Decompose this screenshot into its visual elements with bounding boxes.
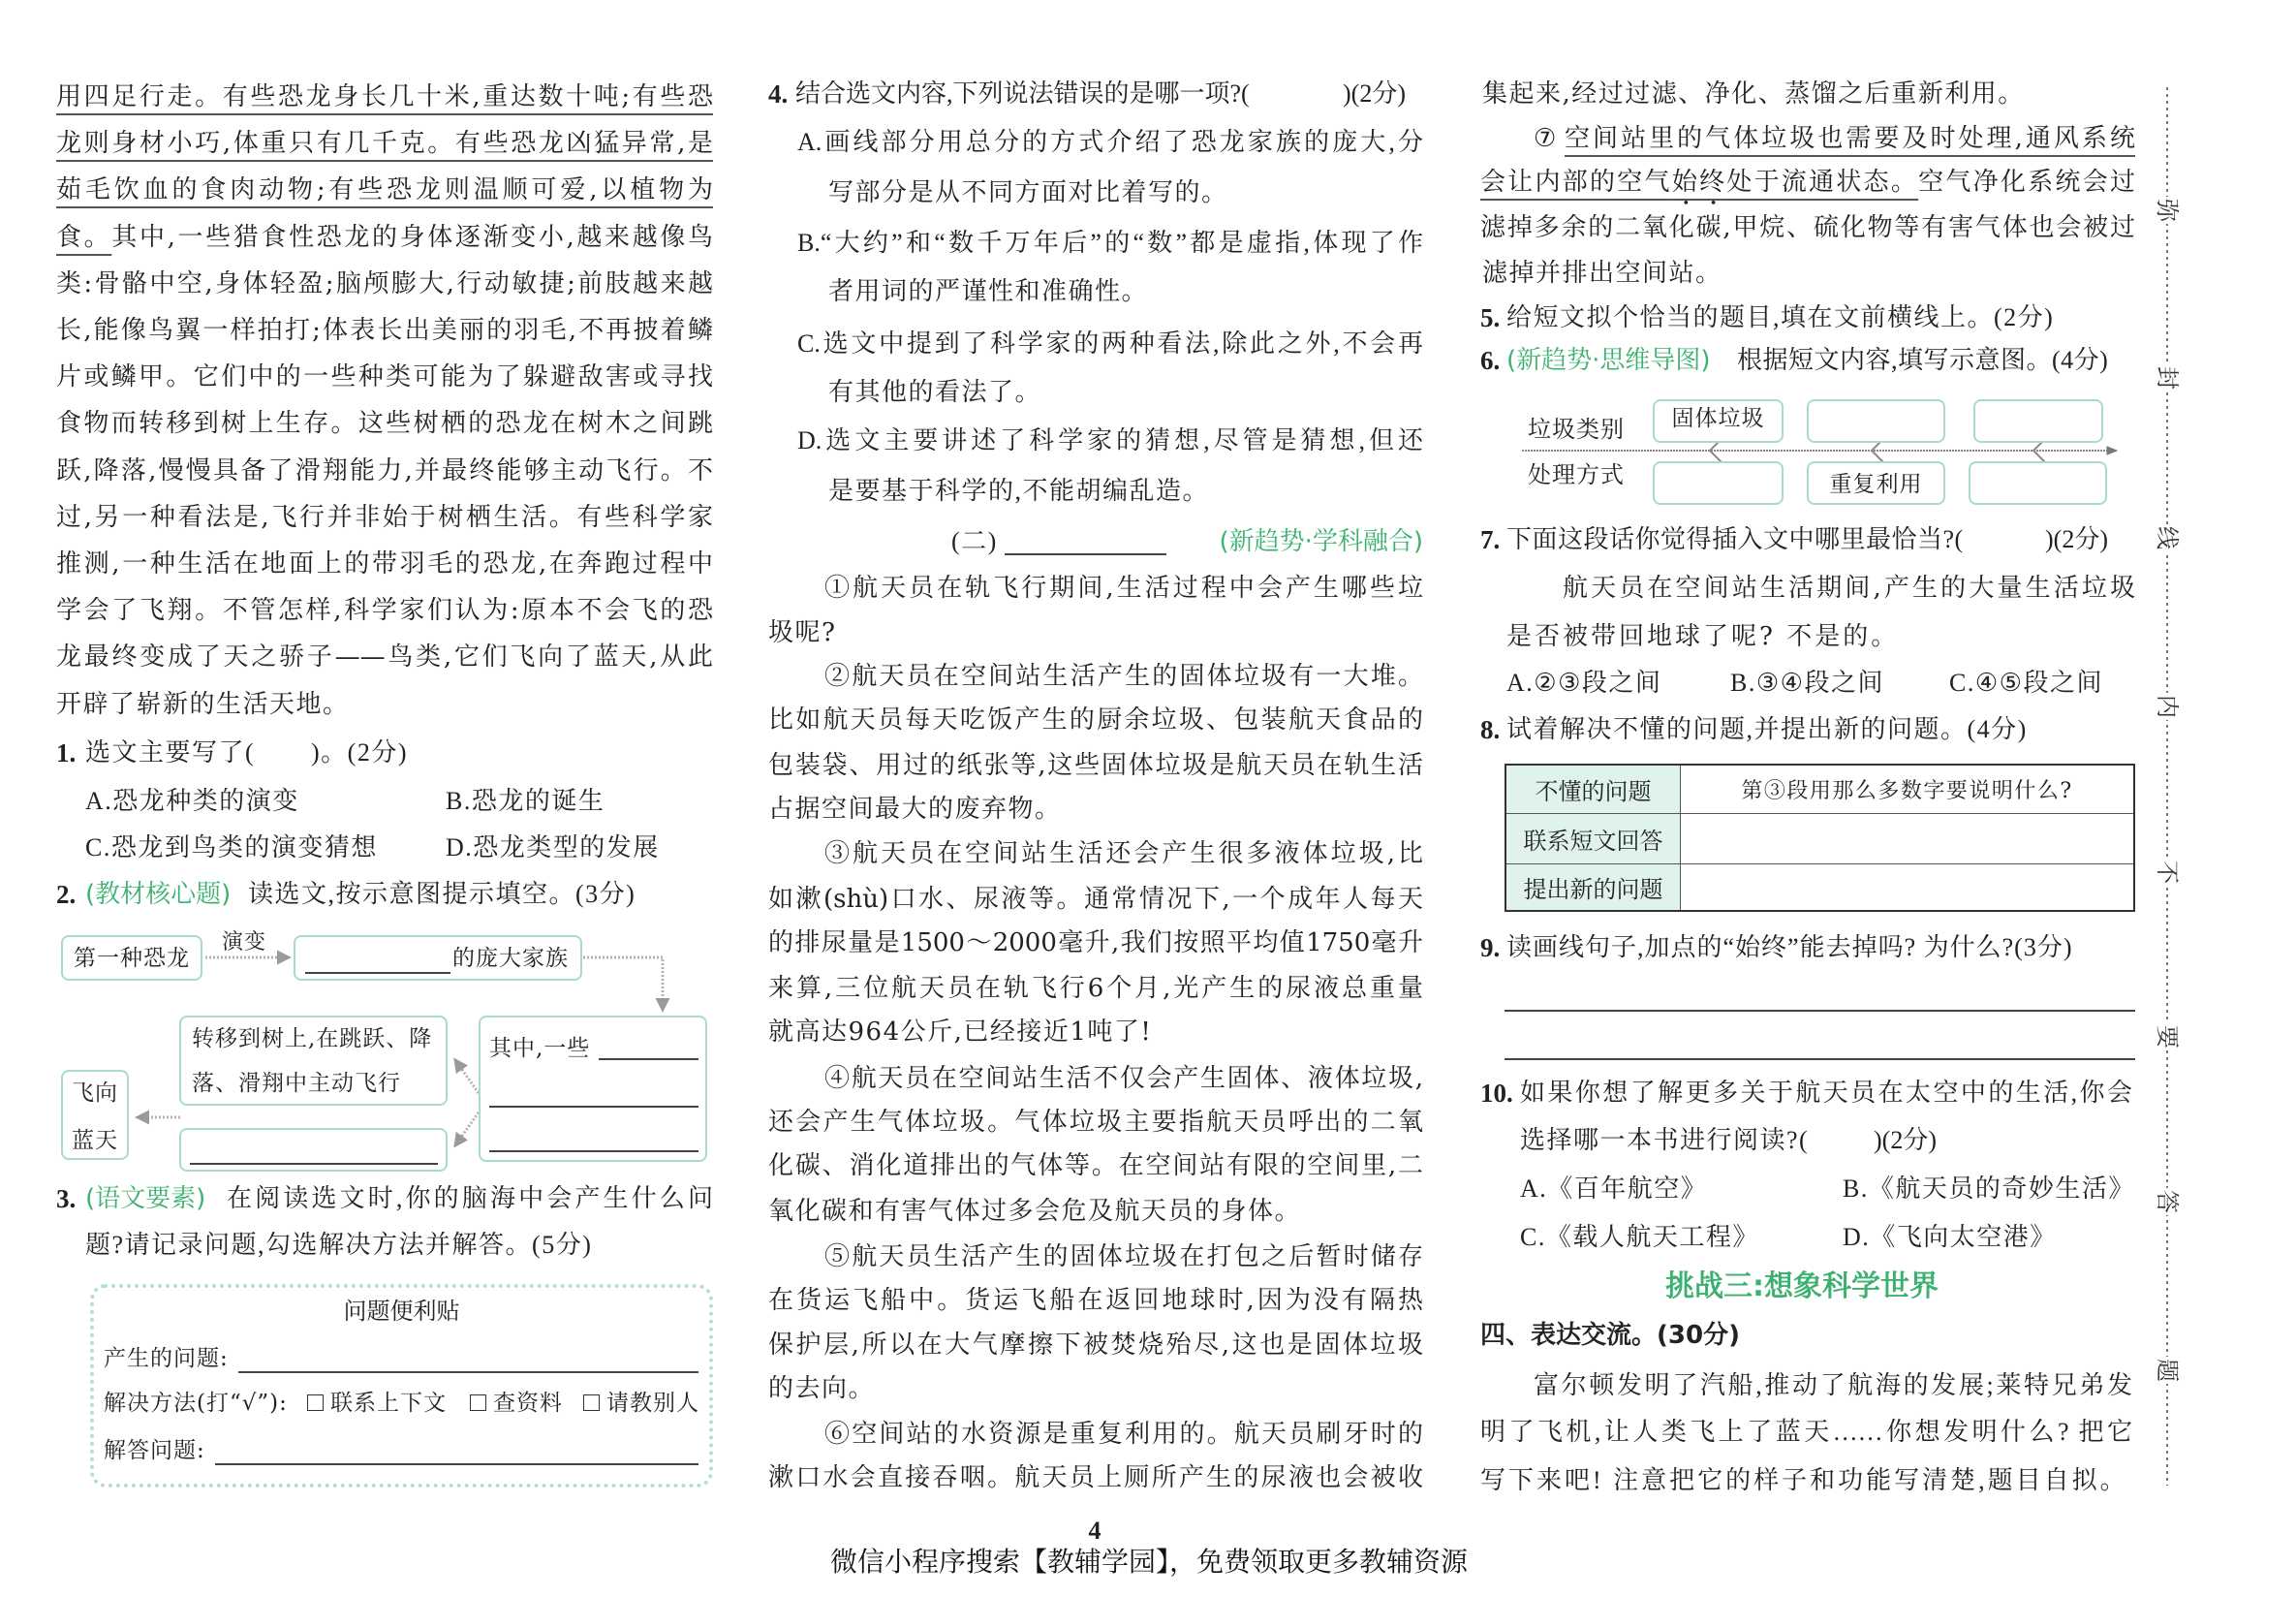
text: 在阅读选文时,你的脑海中会产生什么问: [227, 1184, 713, 1212]
section-tag: (新趋势·学科融合): [1219, 527, 1423, 556]
passage-line: [56, 126, 713, 161]
text: 学会了飞翔。不管怎样,科学家们认为:原本不会飞的恐: [56, 596, 713, 625]
question-stem-cont: 选择哪一本书进行阅读?(: [1520, 1126, 1810, 1154]
passage-line: [824, 659, 1423, 694]
option-a-cont: 写部分是从不同方面对比着写的。: [828, 178, 1228, 206]
seal-char: 答: [2154, 1190, 2181, 1213]
passage-line: [1480, 210, 2135, 245]
category-value: 固体垃圾: [1671, 406, 1765, 431]
passage-line: [56, 500, 713, 535]
passage-line: 圾呢?: [768, 618, 837, 647]
method-value: [1970, 467, 2105, 502]
text: 保护层,所以在大气摩擦下被焚烧殆尽,这也是固体垃圾: [768, 1331, 1423, 1360]
question-tag: (教材核心题): [85, 880, 232, 909]
category-value: [1975, 401, 2101, 436]
underlined-sentence: 会让内部的空气: [1480, 168, 1672, 197]
text: 其中,一些猎食性恐龙的身体逐渐变小,越来越像鸟: [111, 223, 713, 252]
text: 如漱(shù)口水、尿液等。通常情况下,一个成年人每天: [768, 885, 1423, 914]
option-a: [797, 125, 1423, 160]
arrow-family-to-branch: [583, 957, 663, 1010]
question-sticky-note: [90, 1284, 713, 1487]
page-number: 4: [1088, 1517, 1101, 1545]
arrow-branch-to-ground: [455, 1112, 479, 1145]
question-number: 10.: [1480, 1079, 1513, 1108]
answer-label: 解答问题:: [104, 1438, 205, 1463]
category-value: [1809, 401, 1943, 436]
answer-blank[interactable]: [190, 1163, 438, 1165]
underlined-sentence: 处于流通状态。: [1726, 168, 1919, 197]
question-number: 8.: [1480, 715, 1501, 744]
card-title: 问题便利贴: [343, 1298, 460, 1325]
question-number: 9.: [1480, 933, 1501, 962]
text: 漱口水会直接吞咽。航天员上厕所产生的尿液也会被收: [768, 1463, 1423, 1492]
passage-line: 集起来,经过过滤、净化、蒸馏之后重新利用。: [1482, 79, 2025, 109]
question-score: )(2分): [2045, 525, 2108, 553]
answer-line[interactable]: [215, 1463, 698, 1465]
question-table: [1505, 764, 2135, 912]
option-b: B.《航天员的奇妙生活》: [1843, 1174, 2135, 1203]
text: ①航天员在轨飞行期间,生活过程中会产生哪些垃: [824, 574, 1423, 603]
text: 推测,一种生活在地面上的带羽毛的恐龙,在奔跑过程中: [56, 549, 713, 579]
paragraph-marker: ⑦: [1534, 124, 1557, 153]
question-stem: 结合选文内容,下列说法错误的是哪一项?(: [795, 79, 1250, 108]
text: 如果你想了解更多关于航天员在太空中的生活,你会: [1520, 1079, 2132, 1107]
passage-line: [1565, 121, 2135, 156]
option-b: B.恐龙的诞生: [446, 787, 605, 815]
arrow-branch-to-tree: [455, 1060, 479, 1093]
passage-line: [768, 703, 1423, 737]
passage-line: 占据空间最大的废弃物。: [768, 795, 1062, 824]
text: 比如航天员每天吃饭产生的厨余垃圾、包装航天食品的: [768, 705, 1423, 735]
footer-promo: 微信小程序搜索【教辅学园】，免费领取更多教辅资源: [829, 1546, 1468, 1578]
text: B.“大约”和“数千万年后”的“数”都是虚指,体现了作: [797, 229, 1423, 257]
text: 包装袋、用过的纸张等,这些固体垃圾是航天员在轨生活: [768, 751, 1423, 780]
question-label: 产生的问题:: [104, 1346, 229, 1371]
text: 食物而转移到树上生存。这些树栖的恐龙在树木之间跳: [56, 409, 713, 438]
passage-line: [768, 925, 1423, 960]
question-score: )。(2分): [311, 738, 408, 767]
question-number: 6.: [1480, 346, 1501, 375]
answer-blank[interactable]: [489, 1150, 698, 1152]
option-b-cont: 者用词的严谨性和准确性。: [828, 277, 1149, 305]
option-c: C.《载人航天工程》: [1520, 1223, 1759, 1251]
method-box[interactable]: [1653, 461, 1784, 505]
text: ⑤航天员生活产生的固体垃圾在打包之后暂时储存: [824, 1242, 1423, 1271]
question-stem: 读选文,按示意图提示填空。(3分): [248, 880, 636, 908]
passage-line: [1480, 165, 2135, 200]
passage-line: [768, 748, 1423, 783]
prompt-line: [1534, 1368, 2132, 1403]
method-option[interactable]: [583, 1386, 603, 1421]
answer-blank[interactable]: [305, 972, 450, 974]
question-stem-cont: 题?请记录问题,勾选解决方法并解答。(5分): [85, 1231, 593, 1259]
text: 富尔顿发明了汽船,推动了航海的发展;莱特兄弟发: [1534, 1371, 2132, 1399]
text: 航天员在空间站生活期间,产生的大量生活垃圾: [1563, 574, 2135, 603]
question-stem: 试着解决不懂的问题,并提出新的问题。(4分): [1506, 715, 2028, 743]
passage-line: [56, 406, 713, 441]
passage-line: [768, 971, 1423, 1006]
option-c-cont: 有其他的看法了。: [828, 378, 1042, 406]
seal-char: 题: [2154, 1359, 2181, 1382]
option-d: D.恐龙类型的发展: [446, 833, 660, 861]
passage-line: [56, 266, 713, 301]
question-number: 7.: [1480, 525, 1501, 554]
row-label-category: 垃圾类别: [1528, 416, 1625, 443]
text: A.画线部分用总分的方式介绍了恐龙家族的庞大,分: [797, 128, 1423, 156]
underlined-text: 食。: [56, 223, 112, 252]
question-number: 5.: [1480, 303, 1501, 332]
passage-line: [768, 1328, 1423, 1362]
option-b: [797, 226, 1423, 261]
box-to-sky: [61, 1070, 129, 1160]
passage-line: [824, 1239, 1423, 1274]
passage-line: [768, 1148, 1423, 1183]
passage-line: [56, 79, 713, 114]
seal-char: 不: [2154, 861, 2181, 884]
text: 的排尿量是1500～2000毫升,我们按照平均值1750毫升: [768, 928, 1423, 957]
option-d-cont: 是要基于科学的,不能胡编乱造。: [828, 477, 1210, 505]
text: 长,能像鸟翼一样拍打;体表长出美丽的羽毛,不再披着鳞: [56, 316, 713, 345]
passage-line: [56, 220, 713, 255]
box-label: 其中,一些: [489, 1036, 591, 1061]
method-research: 查资料: [493, 1391, 563, 1416]
quote-line: 是否被带回地球了呢? 不是的。: [1506, 622, 1900, 651]
box-tree-path: [179, 1016, 448, 1106]
answer-cell[interactable]: [1681, 814, 2133, 864]
option-c: [797, 327, 1423, 361]
method-box[interactable]: [1969, 461, 2107, 505]
text: 跃,降落,慢慢具备了滑翔能力,并最终能够主动飞行。不: [56, 456, 713, 485]
text: ⑥空间站的水资源是重复利用的。航天员刷牙时的: [824, 1420, 1423, 1449]
box-branch: [479, 1016, 707, 1162]
question-stem: [1520, 1076, 2132, 1111]
text: 来算,三位航天员在轨飞行6个月,光产生的尿液总重量: [768, 974, 1423, 1003]
category-box[interactable]: [1807, 399, 1945, 443]
seal-char: 弥: [2154, 199, 2181, 222]
text: 过,另一种看法是,飞行并非始于树栖生活。有些科学家: [56, 503, 713, 532]
option-c: C.④⑤段之间: [1949, 669, 2103, 697]
passage-line: [56, 547, 713, 581]
question-number: 3.: [56, 1184, 77, 1213]
passage-line: [56, 687, 350, 722]
option-d: [797, 423, 1423, 458]
passage-line: [56, 640, 713, 674]
section-label: (二): [951, 527, 998, 555]
row-label: 不懂的问题: [1506, 766, 1681, 814]
box-label: 的庞大家族: [452, 946, 569, 971]
answer-blank[interactable]: [599, 1058, 698, 1060]
text: 还会产生气体垃圾。气体垃圾主要指航天员呼出的二氧: [768, 1108, 1423, 1137]
box-label: 落、滑翔中主动飞行: [192, 1071, 401, 1096]
text: ③航天员在空间站生活还会产生很多液体垃圾,比: [824, 839, 1423, 868]
passage-line: [768, 882, 1423, 917]
underlined-sentence: 空间站里的气体垃圾也需要及时处理,通风系统: [1565, 124, 2135, 153]
category-box[interactable]: [1653, 399, 1784, 443]
passage-line: [824, 836, 1423, 871]
text: 空气净化系统会过: [1918, 168, 2135, 197]
question-stem: 给短文拟个恰当的题目,填在文前横线上。(2分): [1506, 303, 2055, 331]
answer-blank[interactable]: [489, 1106, 698, 1108]
checkbox[interactable]: [307, 1394, 324, 1411]
passage-line: [824, 571, 1423, 606]
passage-line: 的去向。: [768, 1374, 876, 1403]
box-label: 蓝天: [72, 1128, 118, 1153]
seal-char: 封: [2154, 366, 2181, 390]
text: ④航天员在空间站生活不仅会产生固体、液体垃圾,: [824, 1064, 1423, 1093]
quote-line: [1563, 571, 2135, 606]
text: 龙最终变成了天之骄子——鸟类,它们飞向了蓝天,从此: [56, 642, 713, 672]
title-blank[interactable]: [1005, 553, 1166, 555]
question-stem: 读画线句子,加点的“始终”能去掉吗? 为什么?(3分): [1506, 933, 2073, 961]
passage-line: [824, 1417, 1423, 1452]
box-label: 第一种恐龙: [74, 946, 190, 971]
passage-line: [56, 593, 713, 628]
method-label: 解决方法(打“√”):: [104, 1391, 288, 1416]
underlined-text: 用四足行走。有些恐龙身长几十米,重达数十吨;有些恐: [56, 82, 713, 111]
row-label: 提出新的问题: [1506, 864, 1681, 910]
text: D.选文主要讲述了科学家的猜想,尽管是猜想,但还: [797, 426, 1423, 454]
passage-line: 就高达964公斤,已经接近1吨了!: [768, 1018, 1153, 1047]
text: 类:骨骼中空,身体轻盈;脑颅膨大,行动敏捷;前肢越来越: [56, 269, 713, 298]
challenge-title: 挑战三:想象科学世界: [1665, 1269, 1939, 1303]
question-stem: 根据短文内容,填写示意图。(4分): [1737, 346, 2109, 374]
question-number: 4.: [768, 79, 789, 109]
question-score: )(2分): [1874, 1126, 1937, 1154]
passage-line: [56, 313, 713, 348]
arrow-label: 演变: [222, 930, 267, 955]
passage-line: [768, 1105, 1423, 1140]
answer-line[interactable]: [1505, 1058, 2135, 1060]
prompt-line: [1480, 1415, 2132, 1450]
question-score: )(2分): [1343, 79, 1406, 108]
underlined-text: 茹毛饮血的食肉动物;有些恐龙则温顺可爱,以植物为: [56, 175, 713, 204]
text: 明了飞机,让人类飞上了蓝天……你想发明什么? 把它: [1480, 1418, 2132, 1446]
passage-line: [824, 1061, 1423, 1096]
method-option[interactable]: [470, 1386, 489, 1421]
passage-line: [768, 1460, 1423, 1495]
answer-cell[interactable]: [1681, 864, 2133, 910]
text: ②航天员在空间站生活产生的固体垃圾有一大堆。: [824, 662, 1423, 691]
seal-char: 内: [2154, 695, 2181, 718]
option-a: A.恐龙种类的演变: [85, 787, 299, 815]
passage-line: 氧化碳和有害气体过多会危及航天员的身体。: [768, 1197, 1302, 1226]
underlined-text: 龙则身材小巧,体重只有几千克。有些恐龙凶猛异常,是: [56, 129, 713, 158]
method-box[interactable]: [1807, 461, 1945, 505]
method-value: 重复利用: [1829, 472, 1923, 497]
box-label: 转移到树上,在跳跃、降: [192, 1026, 433, 1051]
box-label: 飞向: [72, 1080, 118, 1106]
dotted-emphasis-word: 始终: [1671, 168, 1727, 197]
method-ask: 请教别人: [606, 1391, 699, 1416]
section-heading: 四、表达交流。(30分): [1480, 1321, 1740, 1350]
question-stem: 下面这段话你觉得插入文中哪里最恰当?(: [1506, 525, 1964, 553]
question-tag: (新趋势·思维导图): [1506, 346, 1711, 375]
row-value: 第③段用那么多数字要说明什么?: [1681, 766, 2133, 814]
text: 片或鳞甲。它们中的一些种类可能为了躲避敌害或寻找: [56, 362, 713, 391]
answer-line[interactable]: [1505, 1010, 2135, 1012]
question-stem: 选文主要写了(: [85, 738, 256, 767]
checkbox[interactable]: [470, 1394, 486, 1411]
category-box[interactable]: [1973, 399, 2103, 443]
checkbox[interactable]: [583, 1394, 600, 1411]
option-b: B.③④段之间: [1730, 669, 1884, 697]
option-c: C.恐龙到鸟类的演变猜想: [85, 833, 378, 861]
passage-line: 滤掉并排出空间站。: [1482, 259, 1722, 288]
method-option[interactable]: [307, 1386, 326, 1421]
question-number: 2.: [56, 880, 77, 909]
question-tag: (语文要素): [85, 1184, 206, 1213]
option-a: A.②③段之间: [1506, 669, 1662, 697]
method-context: 联系上下文: [330, 1391, 447, 1416]
seal-char: 线: [2154, 526, 2181, 549]
option-d: D.《飞向太空港》: [1843, 1223, 2057, 1251]
question-answer-line[interactable]: [238, 1371, 698, 1373]
prompt-line: 写下来吧! 注意把它的样子和功能写清楚,题目自拟。: [1480, 1466, 2128, 1494]
question-stem: [227, 1181, 713, 1216]
seal-char: 要: [2154, 1025, 2181, 1049]
box-ground-path: [179, 1128, 448, 1172]
method-value: [1655, 467, 1782, 502]
text: 化碳、消化道排出的气体等。在空间站有限的空间里,二: [768, 1151, 1423, 1180]
text: 在货运飞船中。货运飞船在返回地球时,因为没有隔热: [768, 1286, 1423, 1315]
question-number: 1.: [56, 738, 77, 767]
text: 滤掉多余的二氧化碳,甲烷、硫化物等有害气体也会被过: [1480, 213, 2135, 242]
row-label: 联系短文回答: [1506, 814, 1681, 864]
row-label-method: 处理方式: [1528, 461, 1625, 488]
text: 开辟了崭新的生活天地。: [56, 690, 350, 719]
option-a: A.《百年航空》: [1520, 1174, 1708, 1203]
passage-line: [56, 172, 713, 207]
passage-line: [56, 454, 713, 488]
box-first-dinosaur: [61, 935, 202, 981]
text: C.选文中提到了科学家的两种看法,除此之外,不会再: [797, 329, 1423, 358]
passage-line: [56, 360, 713, 394]
box-dinosaur-family: [294, 935, 582, 981]
passage-line: [768, 1283, 1423, 1318]
